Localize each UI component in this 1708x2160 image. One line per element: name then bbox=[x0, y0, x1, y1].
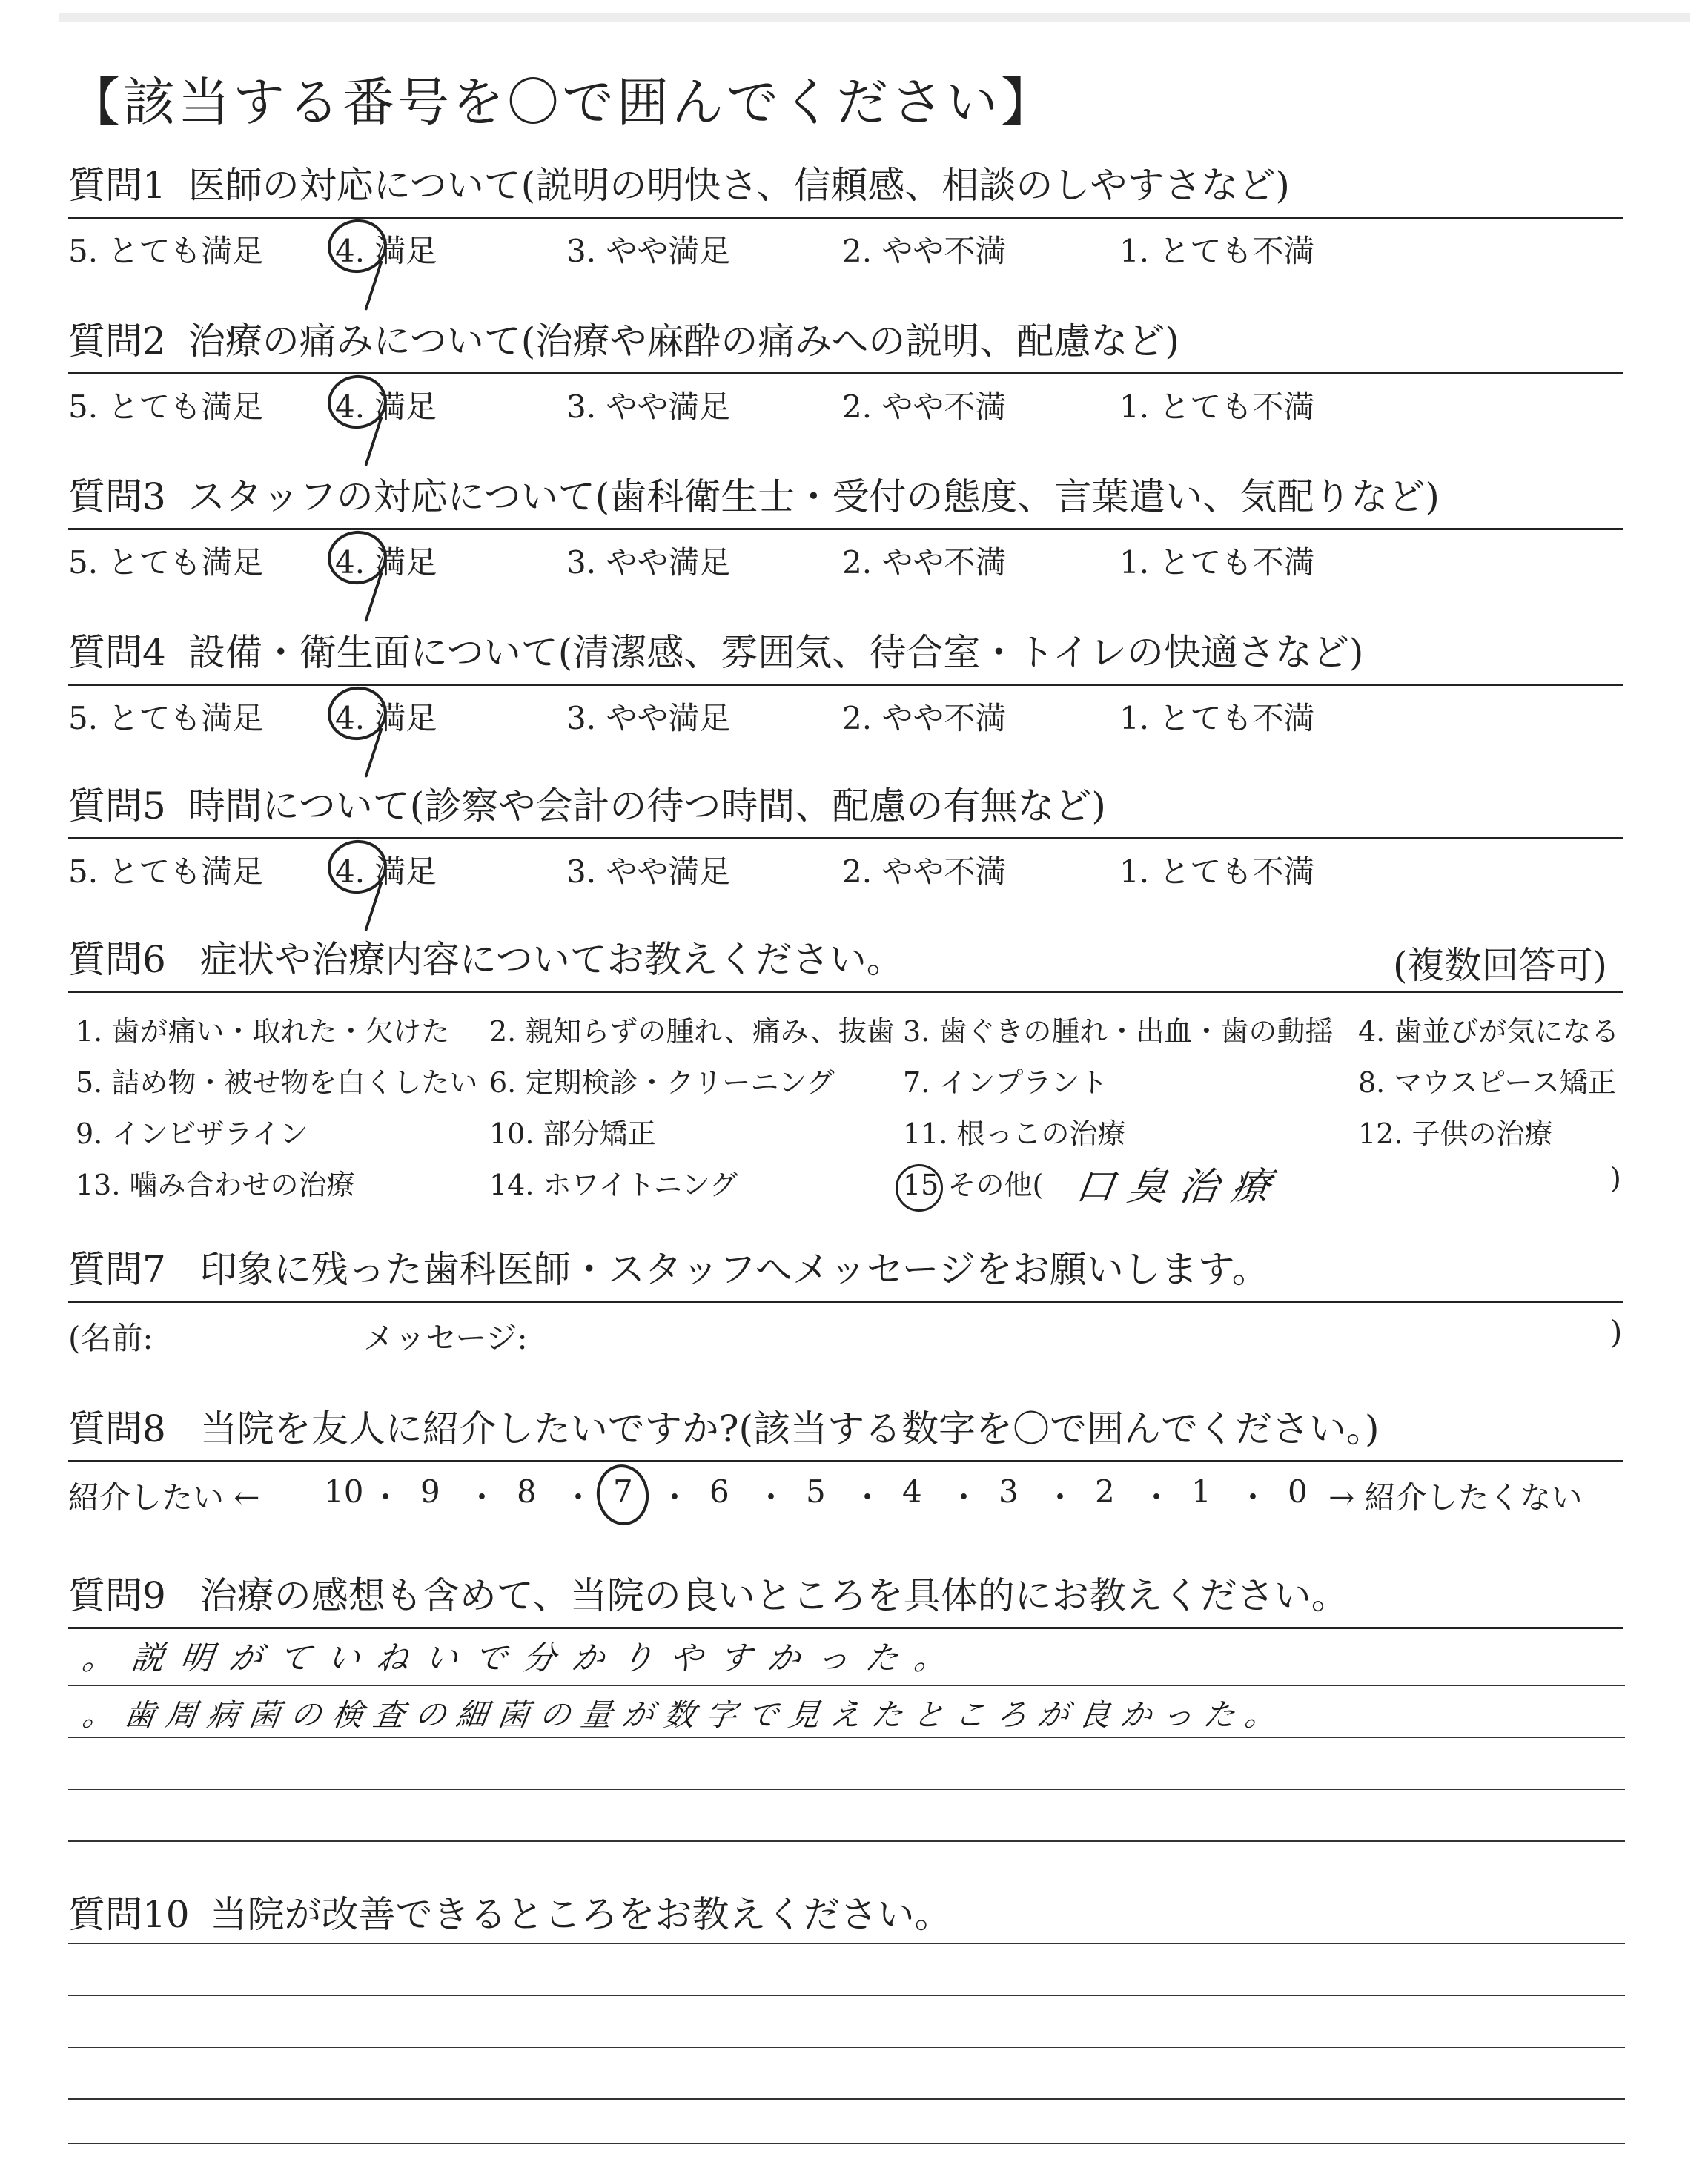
symptom-option[interactable]: 13. 噛み合わせの治療 bbox=[76, 1169, 355, 1201]
question-text: 時間について(診察や会計の待つ時間、配慮の有無など) bbox=[188, 785, 1106, 828]
question-7-label: 質問7 bbox=[68, 1248, 166, 1291]
scale-value[interactable]: 10 bbox=[324, 1473, 364, 1510]
question-1 bbox=[68, 162, 1625, 269]
scale-value[interactable]: 9 bbox=[420, 1473, 440, 1510]
question-7 bbox=[68, 1246, 1625, 1356]
question-label: 質問4 bbox=[68, 631, 166, 674]
question-8-title bbox=[68, 1405, 1625, 1453]
recommend-right-label: → 紹介したくない bbox=[1328, 1479, 1583, 1516]
symptom-option[interactable]: 7. インプラント bbox=[903, 1066, 1108, 1099]
rating-option[interactable]: 3. やや満足 bbox=[566, 544, 731, 581]
rating-option[interactable]: 3. やや満足 bbox=[566, 853, 731, 890]
symptom-option[interactable]: 14. ホワイトニング bbox=[489, 1169, 738, 1201]
answer-line-rule bbox=[68, 2047, 1625, 2048]
question-3-title bbox=[68, 473, 1625, 521]
question-9 bbox=[68, 1572, 1625, 1733]
message-close-paren: ) bbox=[1610, 1314, 1623, 1350]
question-text: 医師の対応について(説明の明快さ、信頼感、相談のしやすさなど) bbox=[188, 164, 1290, 207]
answer-line-rule bbox=[68, 1737, 1625, 1738]
symptom-option[interactable]: 1. 歯が痛い・取れた・欠けた bbox=[76, 1015, 450, 1048]
scale-value[interactable]: 1 bbox=[1191, 1473, 1211, 1510]
question-3 bbox=[68, 473, 1625, 581]
question-6-text: 症状や治療内容についてお教えください。 bbox=[199, 938, 904, 981]
rating-option[interactable]: 3. やや満足 bbox=[566, 389, 731, 425]
multiple-answers-note: (複数回答可) bbox=[1392, 944, 1607, 987]
rating-option[interactable]: 5. とても満足 bbox=[68, 544, 264, 581]
rating-option[interactable]: 3. やや満足 bbox=[566, 700, 731, 736]
symptom-option[interactable]: 10. 部分矯正 bbox=[489, 1117, 656, 1150]
circle-mark bbox=[593, 1462, 653, 1529]
rating-option[interactable]: 4. 満足 bbox=[335, 389, 437, 425]
question-8-text: 当院を友人に紹介したいですか?(該当する数字を〇で囲んでください。) bbox=[199, 1407, 1380, 1450]
rating-option[interactable]: 4. 満足 bbox=[335, 233, 437, 269]
question-6 bbox=[68, 936, 1625, 1209]
question-rule bbox=[68, 837, 1623, 839]
rating-option[interactable]: 5. とても満足 bbox=[68, 853, 264, 890]
rating-option[interactable]: 1. とても不満 bbox=[1119, 544, 1315, 581]
scale-value[interactable]: 7 bbox=[613, 1473, 633, 1510]
scale-value[interactable]: 8 bbox=[517, 1473, 537, 1510]
rating-option[interactable]: 2. やや不満 bbox=[842, 544, 1007, 581]
recommend-left-label: 紹介したい ← bbox=[68, 1479, 260, 1516]
symptom-option[interactable]: 8. マウスピース矯正 bbox=[1358, 1066, 1616, 1099]
scale-value[interactable]: 5 bbox=[806, 1473, 826, 1510]
answer-line-2: 。歯周病菌の検査の細菌の量が数字で見えたところが良かった。 bbox=[80, 1697, 1290, 1733]
question-5-title bbox=[68, 782, 1625, 830]
question-label: 質問5 bbox=[68, 785, 166, 828]
question-8-rule bbox=[68, 1460, 1623, 1462]
question-rule bbox=[68, 684, 1623, 686]
question-2 bbox=[68, 317, 1625, 425]
rating-option[interactable]: 2. やや不満 bbox=[842, 853, 1007, 890]
question-8 bbox=[68, 1405, 1625, 1516]
name-label: (名前: bbox=[68, 1320, 153, 1356]
symptom-option[interactable]: 3. 歯ぐきの腫れ・出血・歯の動揺 bbox=[903, 1015, 1334, 1048]
rating-option[interactable]: 4. 満足 bbox=[335, 700, 437, 736]
question-1-title bbox=[68, 162, 1625, 209]
answer-line-rule bbox=[68, 1840, 1625, 1842]
answer-line-rule bbox=[68, 2098, 1625, 2100]
scale-separator: ・ bbox=[466, 1479, 498, 1516]
symptom-option[interactable]: 2. 親知らずの腫れ、痛み、抜歯 bbox=[489, 1015, 895, 1048]
question-7-rule bbox=[68, 1301, 1623, 1303]
question-8-label: 質問8 bbox=[68, 1407, 166, 1450]
rating-option[interactable]: 2. やや不満 bbox=[842, 700, 1007, 736]
scale-separator: ・ bbox=[755, 1479, 787, 1516]
question-10-text: 当院が改善できるところをお教えください。 bbox=[210, 1893, 952, 1936]
answer-line-rule bbox=[68, 2143, 1625, 2144]
scale-separator: ・ bbox=[1237, 1479, 1269, 1516]
scale-separator: ・ bbox=[659, 1479, 691, 1516]
symptom-option[interactable]: 12. 子供の治療 bbox=[1358, 1117, 1553, 1150]
scale-value[interactable]: 3 bbox=[999, 1473, 1019, 1510]
scale-value[interactable]: 4 bbox=[902, 1473, 922, 1510]
message-label: メッセージ: bbox=[363, 1320, 528, 1356]
question-6-rule bbox=[68, 991, 1623, 993]
rating-option[interactable]: 1. とても不満 bbox=[1119, 389, 1315, 425]
question-9-text: 治療の感想も含めて、当院の良いところを具体的にお教えください。 bbox=[199, 1574, 1348, 1617]
scale-separator: ・ bbox=[1141, 1479, 1173, 1516]
rating-option[interactable]: 4. 満足 bbox=[335, 544, 437, 581]
other-close-paren: ) bbox=[1610, 1162, 1621, 1195]
rating-option[interactable]: 1. とても不満 bbox=[1119, 853, 1315, 890]
option-15-other[interactable] bbox=[903, 1162, 1043, 1203]
rating-option[interactable]: 1. とても不満 bbox=[1119, 233, 1315, 269]
scale-separator: ・ bbox=[563, 1479, 595, 1516]
question-5 bbox=[68, 782, 1625, 890]
symptom-option[interactable]: 9. インビザライン bbox=[76, 1117, 308, 1150]
question-9-title bbox=[68, 1572, 1625, 1619]
question-rule bbox=[68, 217, 1623, 219]
option-15-label: その他( bbox=[947, 1169, 1044, 1201]
scale-separator: ・ bbox=[1045, 1479, 1076, 1516]
question-7-text: 印象に残った歯科医師・スタッフへメッセージをお願いします。 bbox=[199, 1248, 1269, 1291]
circle-mark-15 bbox=[896, 1164, 943, 1212]
question-9-rule bbox=[68, 1627, 1623, 1629]
answer-line-1: 。説明がていねいで分かりやすかった。 bbox=[79, 1639, 966, 1677]
scan-top-band bbox=[59, 13, 1690, 22]
question-label: 質問3 bbox=[68, 475, 166, 518]
answer-line-rule bbox=[68, 1789, 1625, 1790]
rating-option[interactable]: 5. とても満足 bbox=[68, 700, 264, 736]
question-rule bbox=[68, 528, 1623, 530]
symptom-option[interactable]: 5. 詰め物・被せ物を白くしたい bbox=[76, 1066, 478, 1099]
scale-value[interactable]: 2 bbox=[1095, 1473, 1115, 1510]
question-7-title bbox=[68, 1246, 1625, 1293]
question-4 bbox=[68, 629, 1625, 736]
rating-option[interactable]: 2. やや不満 bbox=[842, 389, 1007, 425]
other-answer-handwriting: 口臭治療 bbox=[1073, 1165, 1287, 1209]
answer-line-rule bbox=[68, 1685, 1625, 1686]
question-text: 治療の痛みについて(治療や麻酔の痛みへの説明、配慮など) bbox=[188, 320, 1179, 363]
scale-separator: ・ bbox=[948, 1479, 980, 1516]
page-title: 【該当する番号を〇で囲んでください】 bbox=[68, 72, 1056, 133]
scale-value[interactable]: 6 bbox=[709, 1473, 729, 1510]
question-4-title bbox=[68, 629, 1625, 676]
rating-option[interactable]: 1. とても不満 bbox=[1119, 700, 1315, 736]
question-text: スタッフの対応について(歯科衛生士・受付の態度、言葉遣い、気配りなど) bbox=[188, 475, 1440, 518]
question-label: 質問2 bbox=[68, 320, 166, 363]
option-15-number: 15 bbox=[903, 1169, 939, 1201]
symptom-option[interactable]: 4. 歯並びが気になる bbox=[1358, 1015, 1620, 1048]
question-text: 設備・衛生面について(清潔感、雰囲気、待合室・トイレの快適さなど) bbox=[188, 631, 1364, 674]
symptom-option[interactable]: 6. 定期検診・クリーニング bbox=[489, 1066, 835, 1099]
question-label: 質問1 bbox=[68, 164, 166, 207]
scale-value[interactable]: 0 bbox=[1288, 1473, 1308, 1510]
answer-line-rule bbox=[68, 1995, 1625, 1996]
rating-option[interactable]: 3. やや満足 bbox=[566, 233, 731, 269]
scale-separator: ・ bbox=[852, 1479, 884, 1516]
scale-separator: ・ bbox=[370, 1479, 402, 1516]
question-2-title bbox=[68, 317, 1625, 365]
question-6-label: 質問6 bbox=[68, 938, 166, 981]
rating-option[interactable]: 5. とても満足 bbox=[68, 233, 264, 269]
rating-option[interactable]: 4. 満足 bbox=[335, 853, 437, 890]
question-10-label: 質問10 bbox=[68, 1893, 190, 1936]
question-6-title bbox=[68, 936, 1625, 983]
rating-option[interactable]: 2. やや不満 bbox=[842, 233, 1007, 269]
symptom-option[interactable]: 11. 根っこの治療 bbox=[903, 1117, 1126, 1150]
question-rule bbox=[68, 372, 1623, 374]
rating-option[interactable]: 5. とても満足 bbox=[68, 389, 264, 425]
question-10-title bbox=[68, 1891, 1625, 1938]
question-9-label: 質問9 bbox=[68, 1574, 166, 1617]
answer-line-rule bbox=[68, 1943, 1625, 1944]
question-10 bbox=[68, 1891, 1625, 1938]
